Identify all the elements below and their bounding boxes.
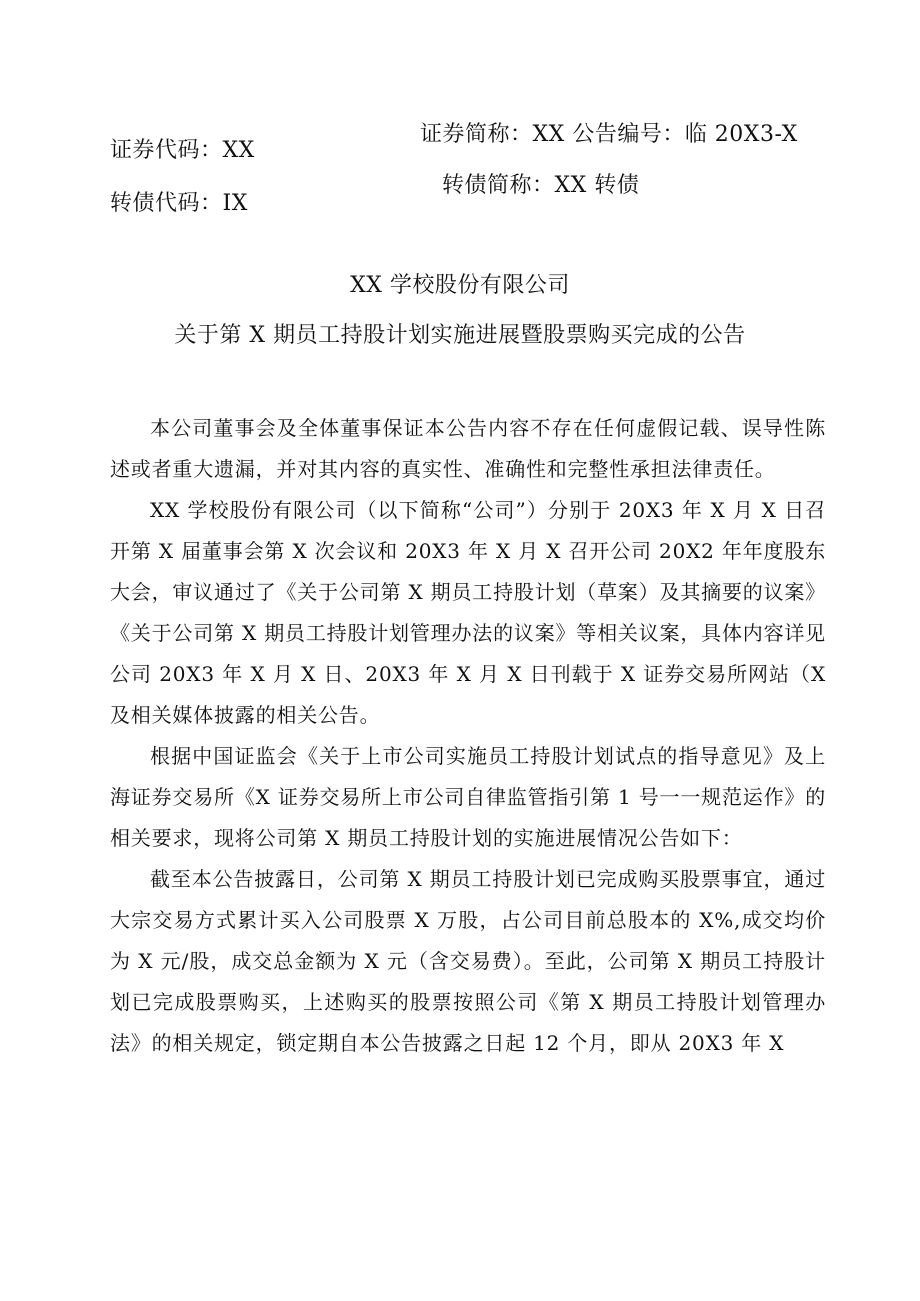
announcement-body — [110, 408, 826, 1064]
paragraph-board-guarantee: 本公司董事会及全体董事保证本公告内容不存在任何虚假记载、误导性陈述或者重大遗漏，并对其内容的真实性、准确性和完整性承担法律责任。 — [110, 416, 826, 481]
announcement-title: 关于第 X 期员工持股计划实施进展暨股票购买完成的公告 — [174, 323, 746, 348]
convertible-bond-short-name: 转债简称：XX 转债 — [442, 173, 640, 198]
paragraph-background: XX 学校股份有限公司（以下简称“公司”）分别于 20X3 年 X 月 X 日召开第 X 届董事会第 X 次会议和 20X3 年 X 月 X 召开公司 20X2 年年度股东大会，审议通过了《关于公司第 X 期员工持股计划（草案）及其摘要的议案》《关于公司第 X 期员工持股计划管理办法的议案》等相关议案，具体内容详见公司 20X3 年 X 月 X 日、20X3 年 X 月 X 日刊载于 X 证券交易所网站（X 及相关媒体披露的相关公告。 — [110, 498, 826, 727]
convertible-bond-code: 转债代码：IX — [110, 191, 248, 216]
paragraph-regulatory-basis: 根据中国证监会《关于上市公司实施员工持股计划试点的指导意见》及上海证券交易所《X 证券交易所上市公司自律监管指引第 1 号一一规范运作》的相关要求，现将公司第 X 期员工持股计划的实施进展情况公告如下： — [110, 744, 826, 850]
company-title: XX 学校股份有限公司 — [350, 273, 570, 298]
paragraph-purchase-progress: 截至本公告披露日，公司第 X 期员工持股计划已完成购买股票事宜，通过大宗交易方式累计买入公司股票 X 万股，占公司目前总股本的 X%,成交均价为 X 元/股，成交总金额为 X 元（含交易费）。至此，公司第 X 期员工持股计划已完成股票购买，上述购买的股票按照公司《第 X 期员工持股计划管理办法》的相关规定，锁定期自本公告披露之日起 12 个月，即从 20X3 年 X — [110, 867, 826, 1055]
securities-code: 证券代码：XX — [110, 138, 255, 163]
securities-short-and-announcement-number: 证券简称：XX 公告编号：临 20X3-X — [420, 122, 798, 147]
